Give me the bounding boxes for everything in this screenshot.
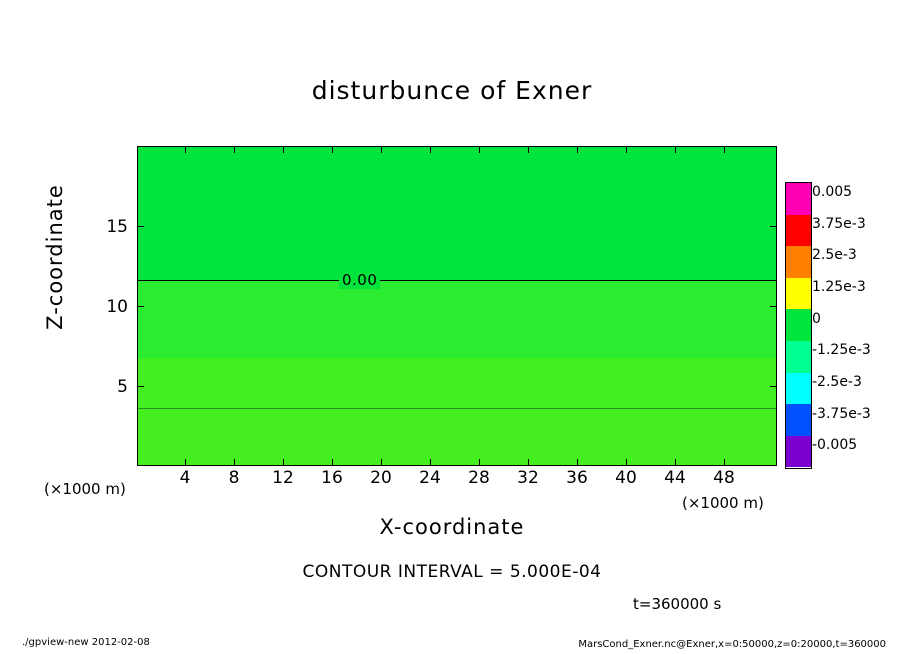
y-tick-label: 10 [106,297,128,317]
contour-band [138,409,776,466]
x-tick [283,146,284,153]
x-tick [675,459,676,466]
x-tick-label: 20 [370,468,392,488]
x-tick [577,459,578,466]
y-tick-label: 15 [106,217,128,237]
x-tick-label: 24 [419,468,441,488]
colorbar-tick-label: 1.25e-3 [812,279,866,295]
plot-area [137,146,777,466]
x-tick-label: 4 [179,468,191,488]
y-axis-title: Z-coordinate [43,184,67,330]
x-tick [430,459,431,466]
x-unit-left: (×1000 m) [44,480,126,498]
y-tick [770,306,777,307]
colorbar-swatch [786,246,811,278]
y-tick-label: 5 [117,377,128,397]
footer-right-note: MarsCond_Exner.nc@Exner,x=0:50000,z=0:20000,t=360000 [578,639,886,650]
x-tick [724,146,725,153]
contour-band [138,281,776,358]
time-stamp: t=360000 s [633,595,722,613]
x-axis-title: X-coordinate [379,515,525,539]
x-tick-label: 48 [713,468,735,488]
colorbar-swatch [786,278,811,310]
colorbar-swatch [786,404,811,436]
colorbar-swatch [786,309,811,341]
x-tick-label: 16 [321,468,343,488]
x-tick-label: 12 [272,468,294,488]
x-tick-label: 8 [228,468,240,488]
x-tick [283,459,284,466]
x-tick [430,146,431,153]
colorbar-swatch [786,215,811,247]
y-tick [137,386,144,387]
colorbar-tick-label: 2.5e-3 [812,247,857,263]
colorbar-tick-label: -1.25e-3 [812,342,871,358]
x-tick [675,146,676,153]
x-tick [381,146,382,153]
colorbar-tick-label: -0.005 [812,437,858,453]
x-tick [528,146,529,153]
contour-band [138,358,776,409]
y-tick [770,386,777,387]
colorbar-swatch [786,436,811,468]
x-tick [724,459,725,466]
contour-band [138,147,776,281]
colorbar-tick-label: 0 [812,311,821,327]
x-tick-label: 32 [517,468,539,488]
x-tick [185,459,186,466]
x-tick-label: 28 [468,468,490,488]
footer-left-note: ./gpview-new 2012-02-08 [22,637,150,648]
x-tick [479,146,480,153]
x-tick-label: 36 [566,468,588,488]
contour-interval-note: CONTOUR INTERVAL = 5.000E-04 [302,562,602,582]
colorbar-tick-label: 0.005 [812,184,853,200]
colorbar-swatch [786,183,811,215]
x-tick-label: 40 [615,468,637,488]
x-tick [626,459,627,466]
x-tick [185,146,186,153]
x-tick [479,459,480,466]
contour-line-zero [138,280,776,281]
colorbar-tick-label: -2.5e-3 [812,374,862,390]
x-tick [381,459,382,466]
y-tick [137,226,144,227]
contour-line-lower [138,408,776,409]
colorbar-swatch [786,373,811,405]
x-tick [626,146,627,153]
x-unit-right: (×1000 m) [682,494,764,512]
y-tick [770,226,777,227]
x-tick [234,146,235,153]
x-tick [332,146,333,153]
x-tick [332,459,333,466]
x-tick [577,146,578,153]
colorbar-tick-label: 3.75e-3 [812,216,866,232]
contour-line-label: 0.00 [339,271,380,289]
x-tick-label: 44 [664,468,686,488]
x-tick [528,459,529,466]
colorbar-swatch [786,341,811,373]
x-tick [234,459,235,466]
chart-title: disturbunce of Exner [311,76,593,105]
colorbar [785,182,812,469]
colorbar-tick-label: -3.75e-3 [812,406,871,422]
y-tick [137,306,144,307]
